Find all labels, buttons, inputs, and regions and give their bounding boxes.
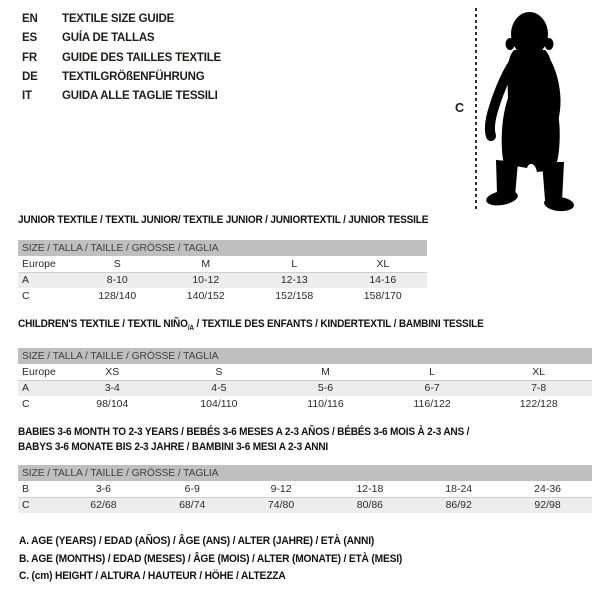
table-row [18, 256, 427, 272]
value-cell: 10-12 [162, 272, 251, 288]
size-header-cell: SIZE / TALLA / TAILLE / GRÖSSE / TAGLIA [18, 348, 592, 364]
table-title-line: JUNIOR TEXTILE / TEXTIL JUNIOR/ TEXTILE JUNIOR / JUNIORTEXTIL / JUNIOR TESSILE [18, 214, 429, 226]
value-cell: 6-7 [379, 380, 486, 396]
title-subscript: /A [187, 325, 194, 333]
junior-textile-table [18, 213, 427, 304]
size-header-cell: SIZE / TALLA / TAILLE / GRÖSSE / TAGLIA [18, 465, 592, 481]
language-title-list [22, 10, 221, 106]
table-row [18, 364, 592, 380]
value-cell: 104/110 [200, 398, 238, 411]
value-cell: 62/68 [59, 497, 148, 513]
row-label-cell: Europe [18, 256, 73, 272]
table-row [18, 481, 592, 497]
value-cell: 140/152 [186, 290, 225, 302]
footnote-line: C. (cm) HEIGHT / ALTURA / HAUTEUR / HÖHE / ALTEZZA [19, 570, 286, 583]
row-label-cell: C [18, 497, 59, 513]
value-cell: 68/74 [148, 497, 237, 513]
value-cell: L [379, 364, 486, 380]
value-cell: 24-36 [503, 481, 592, 497]
value-cell: 7-8 [485, 380, 592, 396]
value-cell: 3-6 [59, 481, 148, 497]
value-cell: XL [339, 256, 428, 272]
children-size-table [18, 348, 592, 412]
children-table-title [18, 317, 592, 336]
value-cell: S [166, 364, 273, 380]
value-cell: 158/170 [363, 290, 402, 302]
value-cell: 4-5 [166, 380, 273, 396]
table-row [18, 288, 427, 304]
value-cell: L [250, 256, 339, 272]
row-label-cell: B [18, 481, 59, 497]
babies-textile-table [18, 425, 592, 513]
table-title-line: BABYS 3-6 MONATE BIS 2-3 JAHRE / BAMBINI 3-6 MESI A 2-3 ANNI [18, 441, 329, 453]
baby-head [511, 12, 548, 56]
value-cell: XL [485, 364, 592, 380]
baby-leg-right [542, 162, 564, 202]
title-text-post: / TEXTILE DES ENFANTS / KINDERTEXTIL / BAMBINI TESSILE [193, 318, 484, 330]
language-title: TEXTILGRÖßENFÜHRUNG [62, 70, 205, 83]
table-row [18, 380, 592, 396]
language-row [22, 87, 221, 106]
language-code: EN [22, 13, 38, 25]
language-title: GUÍA DE TALLAS [62, 32, 155, 45]
size-header-row [18, 465, 592, 481]
value-cell: 128/140 [98, 290, 137, 302]
value-cell: 12-18 [325, 481, 414, 497]
value-cell: 80/86 [325, 497, 414, 513]
value-cell: 9-12 [237, 481, 326, 497]
baby-shorts [502, 98, 560, 172]
value-cell: 74/80 [237, 497, 326, 513]
table-row [18, 272, 427, 288]
value-cell: 14-16 [339, 272, 428, 288]
title-text-pre: CHILDREN'S TEXTILE / TEXTIL NIÑO [18, 318, 188, 330]
value-cell: 98/104 [96, 398, 129, 411]
value-cell: 152/158 [275, 290, 314, 302]
row-label-cell: A [18, 272, 73, 288]
language-row [22, 49, 221, 68]
language-row [22, 68, 221, 87]
height-dotted-line [475, 8, 477, 212]
row-label-cell: C [22, 290, 30, 302]
value-cell: 8-10 [73, 272, 162, 288]
size-header-row [18, 348, 592, 364]
babies-table-title [18, 425, 592, 455]
language-title: GUIDA ALLE TAGLIE TESSILI [62, 90, 218, 103]
size-header-cell: SIZE / TALLA / TAILLE / GRÖSSE / TAGLIA [18, 240, 427, 256]
babies-size-table [18, 465, 592, 513]
junior-size-table [18, 240, 427, 304]
value-cell: XS [59, 364, 166, 380]
table-title-line [18, 317, 552, 336]
value-cell: 12-13 [250, 272, 339, 288]
row-label-cell: C [22, 398, 30, 411]
value-cell: 6-9 [148, 481, 237, 497]
value-cell: 122/128 [519, 398, 558, 411]
language-row [22, 29, 221, 48]
children-textile-table [18, 317, 592, 412]
footnote-line: B. AGE (MONTHS) / EDAD (MESES) / ÂGE (MOIS) / ALTER (MONATE) / ETÀ (MESI) [19, 552, 403, 565]
language-code: DE [22, 70, 38, 83]
language-row [22, 10, 221, 29]
footnote-line: A. AGE (YEARS) / EDAD (AÑOS) / ÂGE (ANS) / ALTER (JAHRE) / ETÀ (ANNI) [19, 535, 375, 547]
value-cell: M [162, 256, 251, 272]
table-title-line: BABIES 3-6 MONTH TO 2-3 YEARS / BEBÉS 3-6 MESES A 2-3 AÑOS / BÉBÉS 3-6 MOIS À 2-3 ANS / [18, 426, 470, 438]
row-label-cell: A [18, 380, 59, 396]
value-cell: M [272, 364, 379, 380]
footnotes [19, 533, 431, 586]
height-measure-label: C [455, 101, 465, 115]
value-cell: 3-4 [59, 380, 166, 396]
value-cell: 18-24 [414, 481, 503, 497]
value-cell: 92/98 [503, 497, 592, 513]
table-row [18, 497, 592, 513]
baby-silhouette-icon [481, 10, 581, 212]
language-title: TEXTILE SIZE GUIDE [62, 13, 175, 25]
row-label-cell: Europe [18, 364, 59, 380]
language-code: ES [22, 32, 37, 45]
junior-table-title [18, 213, 427, 228]
baby-torso [508, 50, 553, 102]
value-cell: 5-6 [272, 380, 379, 396]
value-cell: S [73, 256, 162, 272]
table-row [18, 396, 592, 412]
value-cell: 110/116 [307, 398, 344, 411]
language-code: FR [22, 51, 37, 64]
language-code: IT [22, 90, 32, 103]
value-cell: 116/122 [413, 398, 451, 411]
size-header-row [18, 240, 427, 256]
language-title: GUIDE DES TAILLES TEXTILE [62, 51, 221, 64]
value-cell: 86/92 [414, 497, 503, 513]
